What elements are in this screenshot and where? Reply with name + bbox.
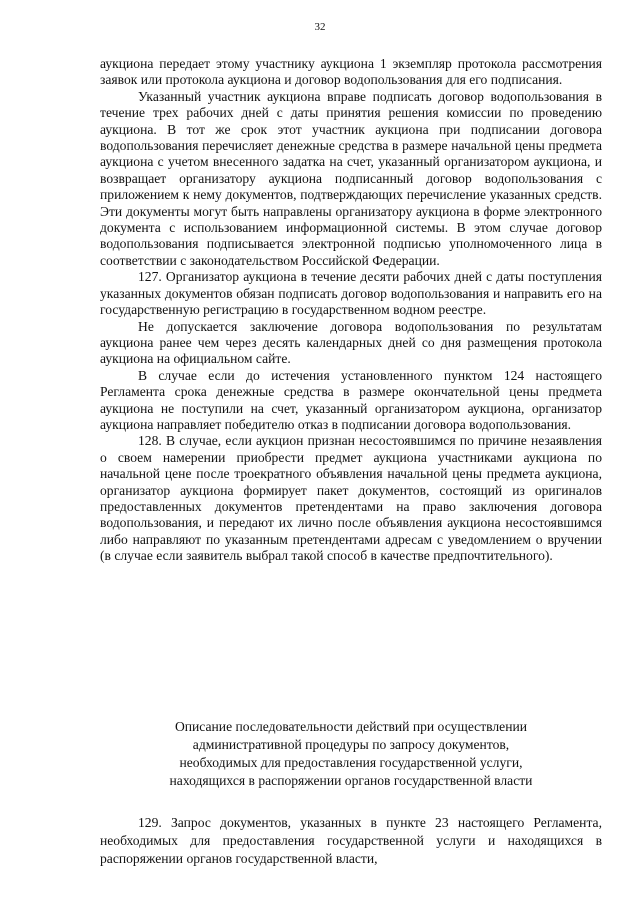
paragraph-129: 129. Запрос документов, указанных в пункте 23 настоящего Регламента, необходимых для предоставления государственной услуги и находящихся в распоряжении органов государственной власти, (100, 815, 602, 866)
paragraph-continuation: аукциона передает этому участнику аукциона 1 экземпляр протокола рассмотрения заявок или протокола аукциона и договор водопользования для его подписания. (100, 56, 602, 88)
section-heading-line: Описание последовательности действий при осуществлении (174, 719, 528, 734)
tail-text (100, 814, 602, 868)
body-text (100, 56, 602, 565)
paragraph-no-early-contract: Не допускается заключение договора водопользования по результатам аукциона ранее чем через десять календарных дней со дня размещения протокола аукциона на официальном сайте. (100, 318, 602, 367)
paragraph-refusal: В случае если до истечения установленного пунктом 124 настоящего Регламента срока денежные средства в размере окончательной цены предмета аукциона не поступили на счет, указанный организатором аукциона, организатор аукциона направляет победителю отказ в подписании договора водопользования. (100, 367, 602, 432)
page-number: 32 (314, 21, 326, 33)
section-heading-line: необходимых для предоставления государственной услуги, (179, 755, 523, 770)
paragraph-signing-rules: Указанный участник аукциона вправе подписать договор водопользования в течение трех рабочих дней с даты принятия решения комиссии по проведению аукциона. В тот же срок этот участник аукциона при подписании договора водопользования перечисляет денежные средства в размере начальной цены предмета аукциона с учетом внесенного задатка на счет, указанный организатором аукциона, и возвращает организатору аукциона подписанный договор водопользования с приложением к нему документов, подтверждающих перечисление указанных средств. Эти документы могут быть направлены организатору аукциона в форме электронного документа с использованием информационной системы. В этом случае договор водопользования подписывается электронной подписью уполномоченного лица в соответствии с законодательством Российской Федерации. (100, 88, 602, 268)
section-heading-line: административной процедуры по запросу документов, (192, 737, 510, 752)
section-heading (100, 718, 602, 790)
paragraph-128: 128. В случае, если аукцион признан несостоявшимся по причине незаявления о своем намерении приобрести предмет аукциона участниками аукциона по начальной цене после троекратного объявления начальной цены предмета аукциона, организатор аукциона формирует пакет документов, состоящий из оригиналов предоставленных документов претендентами на право заключения договора водопользования, и передают их лично после объявления аукциона несостоявшимся либо направляют по указанным претендентами адресам с уведомлением о вручении (в случае если заявитель выбрал такой способ в качестве предпочтительного). (100, 433, 602, 564)
section-heading-line: находящихся в распоряжении органов государственной власти (169, 773, 533, 788)
paragraph-127: 127. Организатор аукциона в течение десяти рабочих дней с даты поступления указанных документов обязан подписать договор водопользования и направить его на государственную регистрацию в государственном водном реестре. (100, 269, 602, 318)
